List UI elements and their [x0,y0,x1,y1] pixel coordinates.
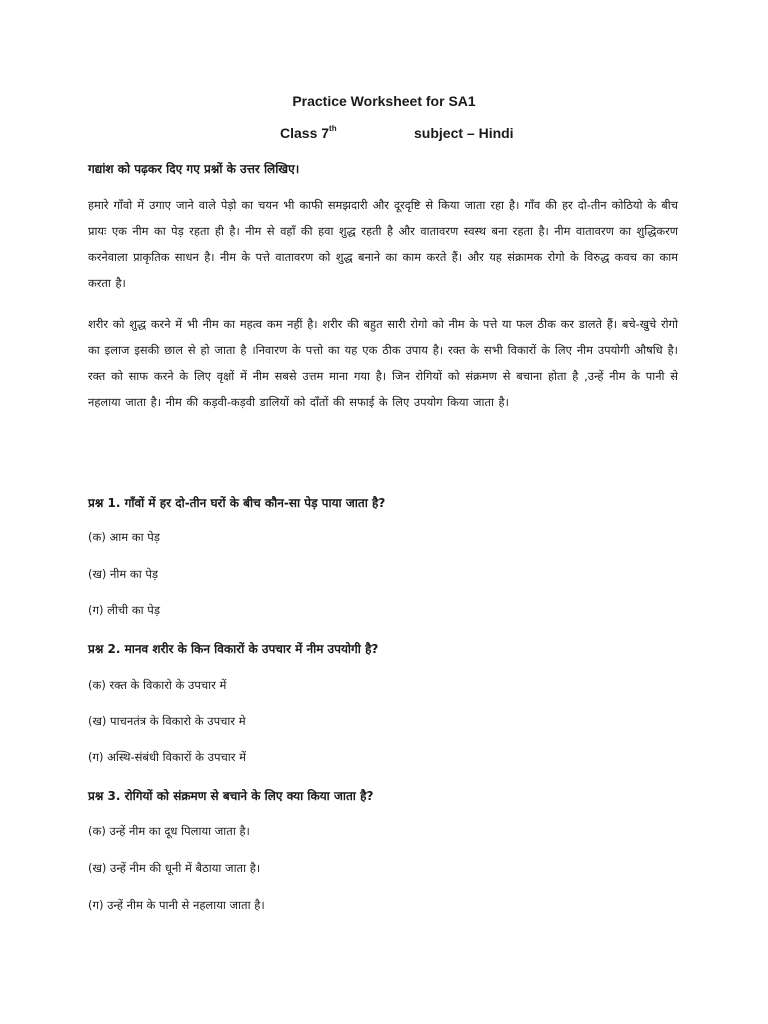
question-3-option-a: (क) उन्हें नीम का दूध पिलाया जाता है। [88,824,250,838]
question-1-option-a: (क) आम का पेड़ [88,530,160,544]
question-2: प्रश्न 2. मानव शरीर के किन विकारों के उपचार में नीम उपयोगी है? [88,642,379,656]
question-2-option-c: (ग) अस्थि-संबंधी विकारों के उपचार में [88,750,247,764]
passage-paragraph-1: हमारे गाँवो में उगाए जाने वाले पेड़ो का चयन भी काफी समझदारी और दूरदृष्टि से किया जाता रहा है। गाँव की हर दो-तीन कोठियो के बीच प्रायः एक नीम का पेड़ रहता ही है। नीम से वहाँ की हवा शुद्ध रहती है और वातावरण स्वस्थ बना रहता है। नीम वातावरण का शुद्धिकरण करनेवाला प्राकृतिक साधन है। नीम के पत्ते वातावरण को शुद्ध बनाने का काम करते हैं। और यह संक्रामक रोगो के विरुद्ध कवच का काम करता है। [88,198,678,290]
class-number: Class 7 [280,125,330,141]
question-2-option-a: (क) रक्त के विकारो के उपचार में [88,678,227,692]
subject-label: subject – Hindi [414,125,514,141]
question-3-option-c: (ग) उन्हें नीम के पानी से नहलाया जाता है। [88,898,265,912]
question-1-option-c: (ग) लीची का पेड़ [88,603,160,617]
instruction: गद्यांश को पढ़कर दिए गए प्रश्नों के उत्तर लिखिए। [88,162,300,176]
worksheet-title: Practice Worksheet for SA1 [292,93,476,109]
question-2-option-b: (ख) पाचनतंत्र के विकारो के उपचार मे [88,714,246,728]
question-3-option-b: (ख) उन्हें नीम की धूनी में बैठाया जाता है। [88,861,261,875]
passage-paragraph-2: शरीर को शुद्ध करने में भी नीम का महत्व कम नहीं है। शरीर की बहुत सारी रोगो को नीम के पत्ते या फल ठीक कर डालते हैं। बचे-खुचे रोगो का इलाज इसकी छाल से हो जाता है ।निवारण के पत्तो का यह एक ठीक उपाय है। रक्त के सभी विकारों के लिए नीम उपयोगी औषधि है। रक्त को साफ करने के लिए वृक्षों में नीम सबसे उत्तम माना गया है। जिन रोगियों को संक्रमण से बचाना होता है ,उन्हें नीम के पानी से नहलाया जाता है। नीम की कड़वी-कड़वी डालियों को दाँतों की सफाई के लिए उपयोग किया जाता है। [88,317,678,409]
class-superscript: th [329,124,337,134]
question-1-option-b: (ख) नीम का पेड़ [88,567,159,581]
class-label [280,125,337,141]
question-1: प्रश्न 1. गाँवों में हर दो-तीन घरों के बीच कौन-सा पेड़ पाया जाता है? [88,496,386,510]
question-3: प्रश्न 3. रोगियों को संक्रमण से बचाने के लिए क्या किया जाता है? [88,789,374,803]
